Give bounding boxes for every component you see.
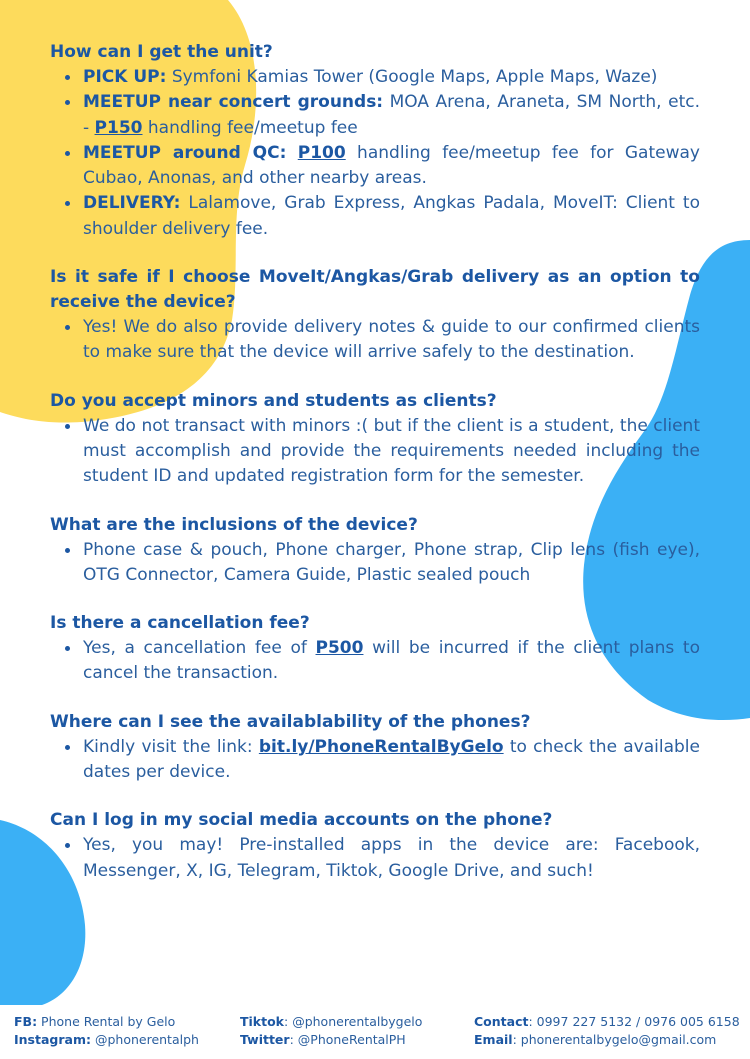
faq-answer: • Phone case & pouch, Phone charger, Phone strap, Clip lens (fish eye), OTG Connector, Camera Guide, Plastic sealed pouch xyxy=(81,538,700,589)
answer-label: PICK UP: xyxy=(83,67,167,87)
faq-content xyxy=(50,40,700,907)
footer-value: : 0997 227 5132 / 0976 005 6158 xyxy=(528,1014,740,1029)
faq-question: Where can I see the availablability of the phones? xyxy=(50,711,531,732)
faq-cancellation-fee xyxy=(50,611,700,687)
faq-delivery-safety xyxy=(50,265,700,366)
footer-label: FB: xyxy=(14,1014,38,1029)
footer-label: Email xyxy=(474,1031,513,1047)
faq-answer-list xyxy=(50,414,700,490)
answer-text: Lalamove, Grab Express, Angkas Padala, MoveIT: Client to shoulder delivery fee. xyxy=(83,193,700,239)
footer-value: @phonerentalph xyxy=(90,1031,199,1047)
answer-text: Yes, a cancellation fee of xyxy=(83,638,316,659)
answer-pick-up xyxy=(81,65,700,90)
faq-question: Can I log in my social media accounts on the phone? xyxy=(50,810,553,831)
answer-label: MEETUP near concert grounds: xyxy=(83,92,384,113)
answer-meetup-qc xyxy=(81,141,700,192)
faq-availability xyxy=(50,710,700,786)
footer-label: Twitter xyxy=(240,1031,290,1047)
footer-value: : phonerentalbygelo@gmail.com xyxy=(512,1031,717,1047)
footer-col-social-2 xyxy=(240,1013,422,1048)
footer-instagram xyxy=(14,1031,199,1049)
faq-social-media xyxy=(50,808,700,884)
footer-value: : @PhoneRentalPH xyxy=(289,1031,406,1047)
faq-answer-list xyxy=(50,735,700,786)
footer-label: Tiktok xyxy=(240,1014,285,1029)
faq-answer xyxy=(81,735,700,786)
answer-text: MOA Arena, Araneta, SM North, etc. - xyxy=(83,92,700,138)
faq-question: Is it safe if I choose MoveIt/Angkas/Grab delivery as an option to receive the device? xyxy=(50,267,700,313)
answer-text: will be incurred if the client plans to cancel the transaction. xyxy=(83,638,700,684)
footer-label: Instagram: xyxy=(14,1031,91,1047)
faq-answer-list xyxy=(50,65,700,242)
footer-value: Phone Rental by Gelo xyxy=(37,1014,176,1029)
faq-inclusions xyxy=(50,513,700,589)
footer-tiktok xyxy=(240,1013,422,1031)
footer-contact xyxy=(474,1013,740,1031)
answer-text: handling fee/meetup fee for Gateway Cubao, Anonas, and other nearby areas. xyxy=(83,142,700,189)
faq-answer: • Yes, you may! Pre-installed apps in the device are: Facebook, Messenger, X, IG, Telegram, Tiktok, Google Drive, and such! xyxy=(81,833,700,884)
answer-text xyxy=(286,143,297,163)
footer-col-contact xyxy=(474,1013,740,1048)
footer-value: : @phonerentalbygelo xyxy=(284,1014,423,1029)
footer-twitter xyxy=(240,1031,422,1049)
answer-meetup-concert xyxy=(81,90,700,141)
answer-text: Symfoni Kamias Tower (Google Maps, Apple Maps, Waze) xyxy=(166,67,658,87)
footer-col-social xyxy=(14,1013,199,1048)
answer-delivery xyxy=(81,191,700,242)
faq-get-unit xyxy=(50,40,700,242)
footer-fb xyxy=(14,1013,199,1031)
fee-amount: P100 xyxy=(297,142,346,163)
faq-answer-list xyxy=(50,538,700,589)
answer-label: DELIVERY: xyxy=(83,193,181,214)
faq-answer-list xyxy=(50,636,700,687)
answer-text: to check the available dates per device. xyxy=(83,736,700,783)
answer-text: Kindly visit the link: xyxy=(83,736,259,757)
faq-question: Do you accept minors and students as clients? xyxy=(50,390,497,411)
footer-email xyxy=(474,1031,740,1049)
answer-text: handling fee/meetup fee xyxy=(142,117,358,138)
faq-answer: • We do not transact with minors :( but if the client is a student, the client must accomplish and provide the requirements needed including the student ID and updated registration form for the semester. xyxy=(81,414,700,490)
faq-answer-list xyxy=(50,833,700,884)
faq-answer-list xyxy=(50,315,700,366)
faq-answer: • Yes! We do also provide delivery notes & guide to our confirmed clients to make sure that the device will arrive safely to the destination. xyxy=(81,315,700,366)
footer-label: Contact xyxy=(474,1014,529,1029)
availability-link[interactable]: bit.ly/PhoneRentalByGelo xyxy=(258,736,504,757)
fee-amount: P500 xyxy=(315,638,364,659)
faq-question: How can I get the unit? xyxy=(50,42,273,62)
faq-answer xyxy=(81,636,700,687)
fee-amount: P150 xyxy=(94,117,143,138)
faq-question: Is there a cancellation fee? xyxy=(50,613,310,634)
faq-question: What are the inclusions of the device? xyxy=(50,514,418,535)
faq-minors-students xyxy=(50,389,700,490)
answer-label: MEETUP around QC: xyxy=(83,142,287,163)
